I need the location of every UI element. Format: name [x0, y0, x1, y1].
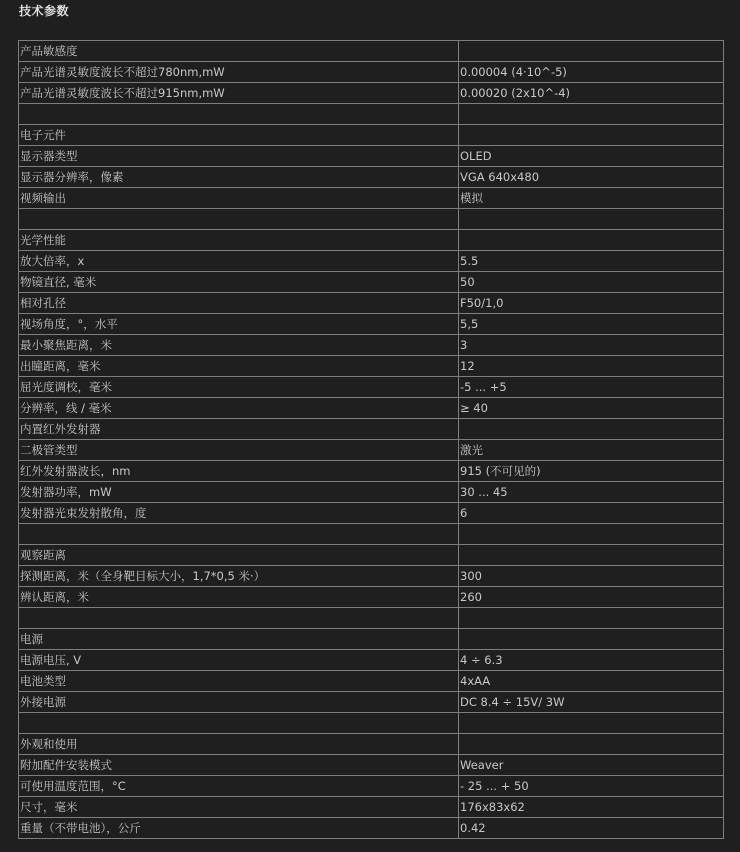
spec-name-cell	[19, 524, 459, 545]
spec-value-cell: 5,5	[459, 314, 724, 335]
spec-value-cell: 0.00004 (4·10^-5)	[459, 62, 724, 83]
spec-name-cell: 放大倍率，x	[19, 251, 459, 272]
spec-name-cell: 物镜直径, 毫米	[19, 272, 459, 293]
spec-value-cell: F50/1,0	[459, 293, 724, 314]
table-row	[19, 83, 724, 104]
spec-name-cell: 电源	[19, 629, 459, 650]
table-row	[19, 650, 724, 671]
spec-name-cell: 最小聚焦距离，米	[19, 335, 459, 356]
spec-name-cell: 观察距离	[19, 545, 459, 566]
table-row	[19, 293, 724, 314]
spec-name-cell: 显示器类型	[19, 146, 459, 167]
table-row	[19, 146, 724, 167]
spec-name-cell: 辨认距离，米	[19, 587, 459, 608]
spec-value-cell: 12	[459, 356, 724, 377]
spec-value-cell: 915 (不可见的)	[459, 461, 724, 482]
spec-name-cell: 红外发射器波长，nm	[19, 461, 459, 482]
spec-name-cell: 尺寸，毫米	[19, 797, 459, 818]
spec-value-cell	[459, 545, 724, 566]
table-row	[19, 62, 724, 83]
spec-value-cell: 300	[459, 566, 724, 587]
table-row	[19, 545, 724, 566]
table-row	[19, 755, 724, 776]
table-row	[19, 692, 724, 713]
spec-name-cell: 屈光度调校，毫米	[19, 377, 459, 398]
table-row	[19, 398, 724, 419]
spec-value-cell	[459, 629, 724, 650]
table-row	[19, 356, 724, 377]
spec-name-cell: 附加配件安装模式	[19, 755, 459, 776]
spec-value-cell	[459, 125, 724, 146]
table-row	[19, 629, 724, 650]
table-row	[19, 503, 724, 524]
spec-value-cell	[459, 41, 724, 62]
spec-value-cell: OLED	[459, 146, 724, 167]
spec-name-cell	[19, 104, 459, 125]
spec-value-cell: ≥ 40	[459, 398, 724, 419]
spec-value-cell: VGA 640x480	[459, 167, 724, 188]
spec-name-cell: 视场角度，°，水平	[19, 314, 459, 335]
spec-name-cell: 发射器光束发射散角，度	[19, 503, 459, 524]
spec-name-cell: 产品光谱灵敏度波长不超过915nm,mW	[19, 83, 459, 104]
spec-value-cell: 30 ... 45	[459, 482, 724, 503]
table-row	[19, 566, 724, 587]
spec-name-cell: 分辨率，线 / 毫米	[19, 398, 459, 419]
spec-value-cell: 260	[459, 587, 724, 608]
table-row	[19, 734, 724, 755]
spec-value-cell	[459, 104, 724, 125]
spec-value-cell: 5.5	[459, 251, 724, 272]
spec-value-cell: DC 8.4 ÷ 15V/ 3W	[459, 692, 724, 713]
spec-value-cell: 50	[459, 272, 724, 293]
spec-table	[18, 40, 724, 839]
spec-name-cell: 相对孔径	[19, 293, 459, 314]
spec-value-cell: - 25 ... + 50	[459, 776, 724, 797]
table-row	[19, 818, 724, 839]
spec-value-cell: 0.00020 (2x10^-4)	[459, 83, 724, 104]
spec-name-cell: 发射器功率，mW	[19, 482, 459, 503]
table-row	[19, 272, 724, 293]
spec-name-cell	[19, 209, 459, 230]
spec-value-cell: 模拟	[459, 188, 724, 209]
spec-name-cell: 电池类型	[19, 671, 459, 692]
spec-value-cell: 176x83x62	[459, 797, 724, 818]
table-row	[19, 482, 724, 503]
spec-name-cell: 产品光谱灵敏度波长不超过780nm,mW	[19, 62, 459, 83]
table-row	[19, 587, 724, 608]
table-row	[19, 797, 724, 818]
spec-name-cell: 显示器分辨率，像素	[19, 167, 459, 188]
page-title: 技术参数	[19, 4, 70, 18]
spec-name-cell: 外观和使用	[19, 734, 459, 755]
spec-name-cell: 二极管类型	[19, 440, 459, 461]
spec-value-cell	[459, 734, 724, 755]
table-row	[19, 461, 724, 482]
spec-name-cell: 电子元件	[19, 125, 459, 146]
spec-value-cell	[459, 230, 724, 251]
spec-value-cell: 激光	[459, 440, 724, 461]
table-row	[19, 440, 724, 461]
spec-name-cell: 视频输出	[19, 188, 459, 209]
table-row	[19, 230, 724, 251]
spec-name-cell: 电源电压, V	[19, 650, 459, 671]
spec-value-cell	[459, 419, 724, 440]
spec-value-cell	[459, 608, 724, 629]
table-row	[19, 608, 724, 629]
table-row	[19, 671, 724, 692]
table-row	[19, 377, 724, 398]
spec-value-cell: 0.42	[459, 818, 724, 839]
table-row	[19, 713, 724, 734]
spec-name-cell: 外接电源	[19, 692, 459, 713]
spec-value-cell	[459, 713, 724, 734]
table-row	[19, 41, 724, 62]
spec-value-cell	[459, 524, 724, 545]
spec-name-cell	[19, 713, 459, 734]
table-row	[19, 251, 724, 272]
table-row	[19, 104, 724, 125]
spec-value-cell: 3	[459, 335, 724, 356]
table-row	[19, 125, 724, 146]
spec-value-cell: 4 ÷ 6.3	[459, 650, 724, 671]
spec-value-cell: 6	[459, 503, 724, 524]
spec-value-cell: Weaver	[459, 755, 724, 776]
spec-name-cell: 重量（不带电池），公斤	[19, 818, 459, 839]
table-row	[19, 524, 724, 545]
table-row	[19, 188, 724, 209]
spec-value-cell: -5 ... +5	[459, 377, 724, 398]
table-row	[19, 167, 724, 188]
spec-value-cell	[459, 209, 724, 230]
table-row	[19, 335, 724, 356]
table-row	[19, 419, 724, 440]
spec-name-cell: 出瞳距离，毫米	[19, 356, 459, 377]
spec-name-cell	[19, 608, 459, 629]
spec-name-cell: 产品敏感度	[19, 41, 459, 62]
table-row	[19, 776, 724, 797]
spec-name-cell: 可使用温度范围，°C	[19, 776, 459, 797]
spec-value-cell: 4xAA	[459, 671, 724, 692]
spec-name-cell: 光学性能	[19, 230, 459, 251]
table-row	[19, 209, 724, 230]
spec-name-cell: 探测距离，米（全身靶目标大小，1,7*0,5 米·）	[19, 566, 459, 587]
spec-name-cell: 内置红外发射器	[19, 419, 459, 440]
table-row	[19, 314, 724, 335]
